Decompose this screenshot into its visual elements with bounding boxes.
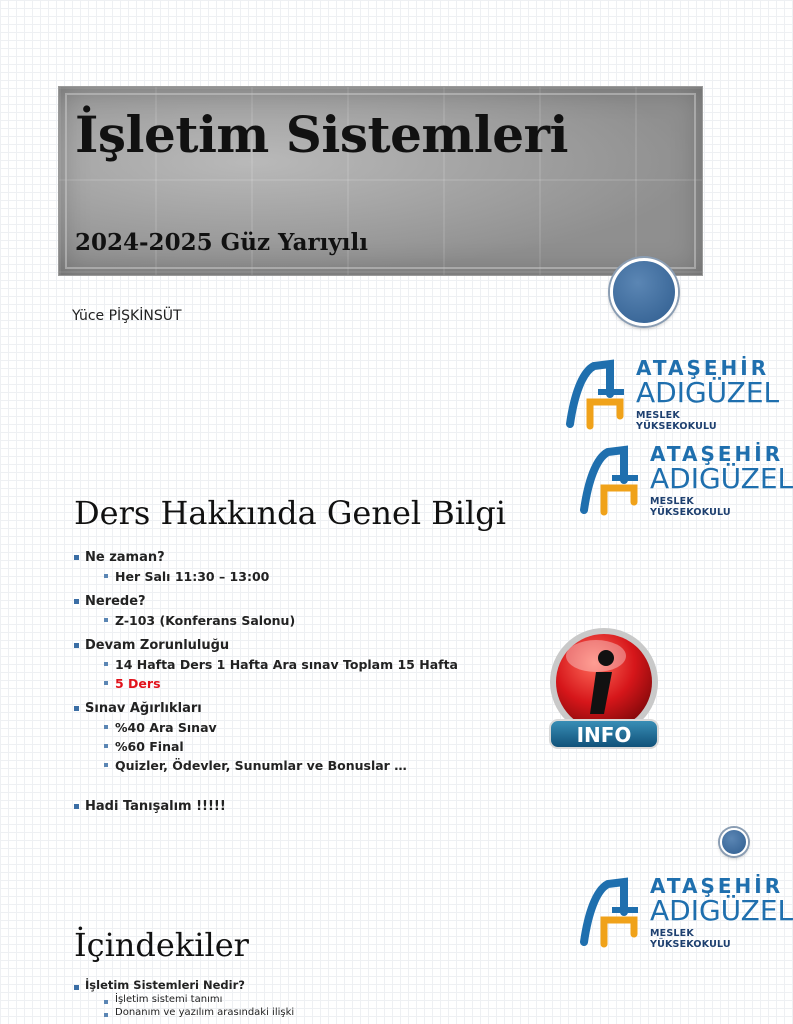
slide-heading: İçindekiler bbox=[74, 926, 249, 964]
logo-line-1: ATAŞEHİR bbox=[636, 356, 770, 380]
sub-list-item: İşletim sistemi tanımı bbox=[102, 993, 294, 1006]
sub-list-item: 14 Hafta Ders 1 Hafta Ara sınav Toplam 15 Hafta bbox=[102, 655, 458, 674]
contents-list bbox=[72, 978, 294, 1019]
presentation-title: İşletim Sistemleri bbox=[75, 105, 568, 164]
sub-list-item: Her Salı 11:30 – 13:00 bbox=[102, 567, 458, 586]
sub-list-item-highlight: 5 Ders bbox=[102, 674, 458, 693]
list-item: Hadi Tanışalım !!!!! bbox=[72, 797, 458, 816]
sub-list-item: Donanım ve yazılım arasındaki ilişki bbox=[102, 1006, 294, 1019]
list-item: İşletim Sistemleri Nedir? İşletim sistemi tanımı Donanım ve yazılım arasındaki ilişki bbox=[72, 978, 294, 1019]
logo-line-2: ADIGÜZEL bbox=[650, 462, 793, 495]
slide-heading: Ders Hakkında Genel Bilgi bbox=[74, 494, 506, 532]
logo-line-2: ADIGÜZEL bbox=[636, 376, 780, 409]
logo-line-1: ATAŞEHİR bbox=[650, 874, 784, 898]
logo-line-3: MESLEK YÜKSEKOKULU bbox=[636, 410, 717, 432]
list-item: Ne zaman? Her Salı 11:30 – 13:00 bbox=[72, 548, 458, 592]
logo-line-2: ADIGÜZEL bbox=[650, 894, 793, 927]
info-badge-text: INFO bbox=[576, 723, 632, 747]
sub-list-item: %40 Ara Sınav bbox=[102, 718, 458, 737]
sub-list-item: Z-103 (Konferans Salonu) bbox=[102, 611, 458, 630]
list-item: Devam Zorunluluğu 14 Hafta Ders 1 Hafta Ara sınav Toplam 15 Hafta 5 Ders bbox=[72, 636, 458, 699]
sub-list-item: Quizler, Ödevler, Sunumlar ve Bonuslar … bbox=[102, 756, 458, 775]
sub-list-item: %60 Final bbox=[102, 737, 458, 756]
logo-line-3: MESLEK YÜKSEKOKULU bbox=[650, 928, 731, 950]
semester-subtitle: 2024-2025 Güz Yarıyılı bbox=[75, 229, 368, 256]
logo-line-1: ATAŞEHİR bbox=[650, 442, 784, 466]
list-item: Nerede? Z-103 (Konferans Salonu) bbox=[72, 592, 458, 636]
logo-line-3: MESLEK YÜKSEKOKULU bbox=[650, 496, 731, 518]
author-name: Yüce PİŞKİNSÜT bbox=[72, 308, 182, 324]
list-item: Sınav Ağırlıkları %40 Ara Sınav %60 Final Quizler, Ödevler, Sunumlar ve Bonuslar … bbox=[72, 699, 458, 797]
